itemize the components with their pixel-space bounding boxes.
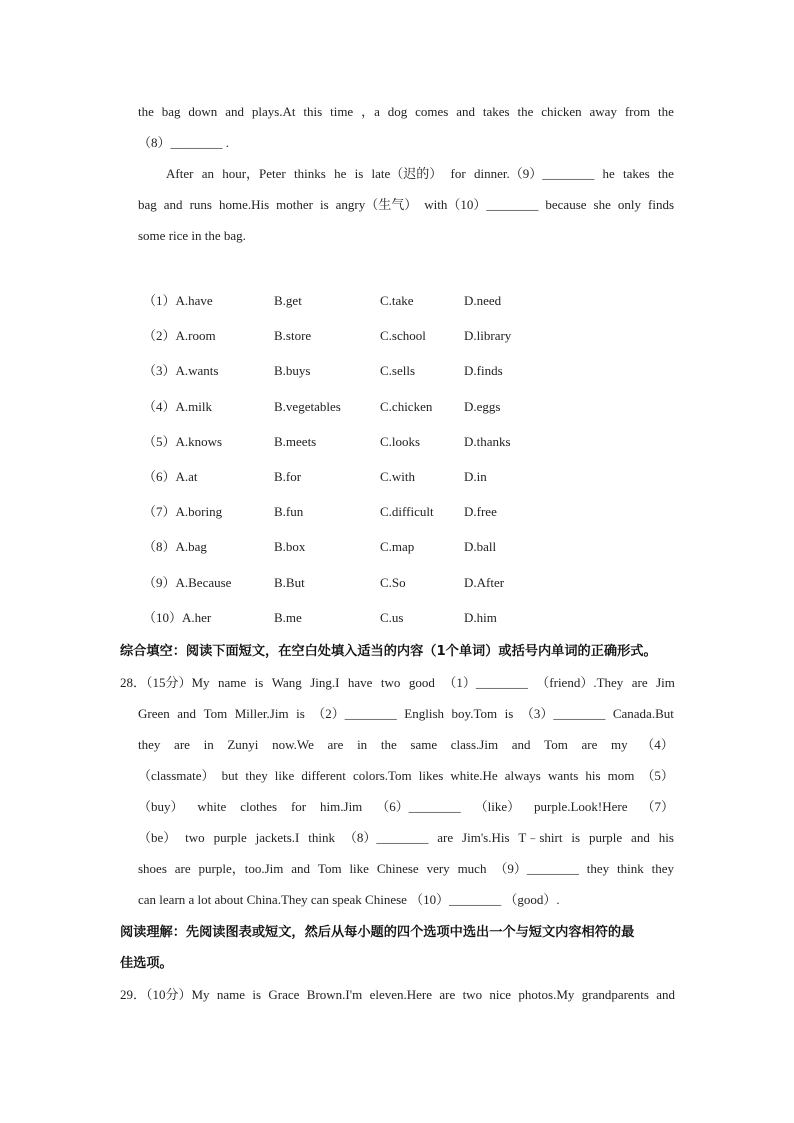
word: is [354,166,364,181]
option-b: B.for [274,468,302,484]
word: is [504,706,514,721]
option-c: C.map [380,539,415,555]
word: likes [418,768,444,783]
passage-line: （8）________ . [138,135,230,150]
word: for [290,799,307,814]
word: the [657,166,674,181]
word: two [185,830,205,845]
option-c: C.sells [380,363,416,379]
option-a: （8）A.bag [143,539,207,555]
section-heading-fill: 综合填空：阅读下面短文，在空白处填入适当的内容（1个单词）或括号内单词的正确形式。 [120,644,657,659]
word: Brown.I'm [306,987,363,1002]
word: like [274,768,295,783]
word: angry（生气） [335,197,418,212]
word: is [254,675,264,690]
q28-line [138,698,674,729]
passage-continuation [138,96,674,251]
word: is [296,706,305,721]
option-a: （3）A.wants [143,363,219,379]
word: and [631,830,650,845]
word: is [319,197,329,212]
word: in [203,737,214,752]
word: takes [622,166,650,181]
passage-line: some rice in the bag. [138,228,246,243]
q28-line [138,729,674,760]
option-a: （5）A.knows [143,433,223,449]
q28-line-1 [120,667,675,698]
word: Jim's.His [462,830,510,845]
option-a: （7）A.boring [143,504,223,520]
word: dinner.（9）________ [473,166,595,181]
word: nice [489,987,512,1002]
option-b: B.me [274,609,302,625]
word: the [517,104,534,119]
option-b: B.meets [274,433,317,449]
word: English [404,706,445,721]
word: （2）________ [312,706,397,721]
word: are [581,737,598,752]
word: they [245,768,268,783]
word: only [617,197,641,212]
word: Jim [656,675,675,690]
word: with（10）________ [424,197,539,212]
word: and [656,987,675,1002]
word: his [658,830,674,845]
word: and [177,706,197,721]
word: Grace [268,987,300,1002]
option-a: （10）A.her [143,609,212,625]
word: purple.Look!Here [534,799,628,814]
option-d: D.thanks [464,433,511,449]
option-a: （1）A.have [143,293,213,308]
option-a: （6）A.at [143,468,198,484]
word: hour，Peter [222,166,286,181]
word: grandparents [581,987,649,1002]
option-d: D.After [464,574,505,590]
word: name [218,675,247,690]
word: always [504,768,541,783]
word: think [308,830,335,845]
word: are [631,675,648,690]
option-d: D.ball [464,539,497,555]
word: （3）________ [520,706,606,721]
word: now.We [272,737,314,752]
word: an [201,166,214,181]
word: the [138,104,154,119]
word: in [357,737,368,752]
word: late（迟的） [371,166,443,181]
word: time [330,104,354,119]
word: white [197,799,227,814]
word: After [166,166,194,181]
word: purple [588,830,623,845]
option-c: C.with [380,468,416,484]
word: （1）________ [443,675,528,690]
word: Tom [203,706,228,721]
word: because [545,197,587,212]
word: him.Jim [320,799,363,814]
word: Chinese [376,861,419,876]
word: Miller.Jim [234,706,289,721]
option-c: C.So [380,574,406,590]
word: are [437,830,454,845]
word: purple [213,830,247,845]
option-d: D.library [464,328,512,344]
word: runs [189,197,212,212]
word: they [651,861,674,876]
option-d: D.in [464,468,487,484]
word: （9）________ [494,861,579,876]
word: away [589,104,617,119]
word: eleven.Here [369,987,432,1002]
option-c: C.difficult [380,504,434,520]
option-d: D.free [464,504,497,520]
section-heading-reading: 阅读理解：先阅读图表或短文，然后从每小题的四个选项中选出一个与短文内容相符的最 [120,925,635,940]
option-d: D.finds [464,363,503,379]
option-d: D.need [464,293,502,308]
word: Green [138,706,170,721]
word: much [457,861,487,876]
option-c: C.us [380,609,404,625]
word: same [410,737,438,752]
word: the [380,737,397,752]
passage-line [138,158,674,189]
word: Tom [317,861,342,876]
q28-line: can learn a lot about China.They can speak Chinese （10）________ （good）. [138,892,560,907]
word: his [585,768,601,783]
word: think [616,861,644,876]
word: （like） [474,799,521,814]
word: takes [482,104,510,119]
word: two [380,675,401,690]
word: Tom [544,737,568,752]
word: is [571,830,581,845]
word: （4） [641,737,674,752]
word: （8）________ [343,830,429,845]
q28-body [138,698,674,915]
word: chicken [541,104,582,119]
q28-line [138,853,674,884]
option-c: C.looks [380,433,421,449]
passage-line [138,96,674,127]
q29-line-1 [120,979,675,1010]
option-b: B.fun [274,504,304,520]
word: （friend）.They [536,675,624,690]
word: （5） [641,768,674,783]
word: is [252,987,262,1002]
q28-line [138,822,674,853]
word: colors.Tom [352,768,412,783]
word: are [174,737,190,752]
section-heading-reading-cont: 佳选项。 [120,956,173,971]
word: have [347,675,373,690]
word: （7） [641,799,674,814]
option-b: B.get [274,293,302,308]
option-b: B.buys [274,363,311,379]
word: mother [276,197,313,212]
word: 29．（10分）My [120,987,210,1002]
word: they [586,861,610,876]
word: this [303,104,323,119]
word: boy.Tom [451,706,498,721]
word: and [456,104,475,119]
word: Jing.I [310,675,340,690]
word: （classmate） [138,768,215,783]
word: plays.At [251,104,296,119]
word: very [426,861,450,876]
option-c: C.chicken [380,398,433,414]
word: thinks [294,166,326,181]
word: but [221,768,239,783]
word: mom [607,768,635,783]
word: the [657,104,674,119]
word: bag [161,104,181,119]
word: they [138,737,161,752]
word: she [593,197,611,212]
word: he [602,166,615,181]
word: 28．（15分）My [120,675,210,690]
option-b: B.vegetables [274,398,341,414]
word: comes [415,104,449,119]
q28-line [138,760,674,791]
word: clothes [240,799,278,814]
option-c: C.school [380,328,426,344]
word: finds [648,197,674,212]
word: wants [547,768,579,783]
word: photos.My [518,987,575,1002]
option-d: D.him [464,609,497,625]
word: are [327,737,344,752]
word: and [511,737,531,752]
option-a: （2）A.room [143,328,216,344]
option-b: B.But [274,574,305,590]
word: class.Jim [450,737,499,752]
word: shoes [138,861,167,876]
word: good [408,675,435,690]
word: dog [387,104,408,119]
word: （buy） [138,799,184,814]
word: name [216,987,246,1002]
option-a: （4）A.milk [143,398,212,414]
passage-line [138,189,674,220]
word: and [291,861,311,876]
q28-line [138,791,674,822]
word: Wang [271,675,302,690]
word: Zunyi [227,737,259,752]
word: bag [138,197,157,212]
word: white.He [450,768,498,783]
option-b: B.store [274,328,312,344]
option-a: （9）A.Because [143,574,232,590]
word: different [301,768,346,783]
word: （6）________ [376,799,461,814]
word: are [174,861,191,876]
word: and [225,104,244,119]
word: are [439,987,456,1002]
word: T﹣shirt [518,830,563,845]
word: my [611,737,628,752]
option-d: D.eggs [464,398,501,414]
option-b: B.box [274,539,306,555]
word: down [188,104,218,119]
word: for [450,166,466,181]
word: jackets.I [255,830,300,845]
word: two [462,987,483,1002]
option-c: C.take [380,293,414,308]
word: ，a [361,104,380,119]
word: Canada.But [612,706,674,721]
word: and [163,197,183,212]
word: from [624,104,651,119]
word: like [349,861,369,876]
word: purple，too.Jim [198,861,284,876]
word: （be） [138,830,177,845]
word: he [334,166,347,181]
word: home.His [218,197,270,212]
